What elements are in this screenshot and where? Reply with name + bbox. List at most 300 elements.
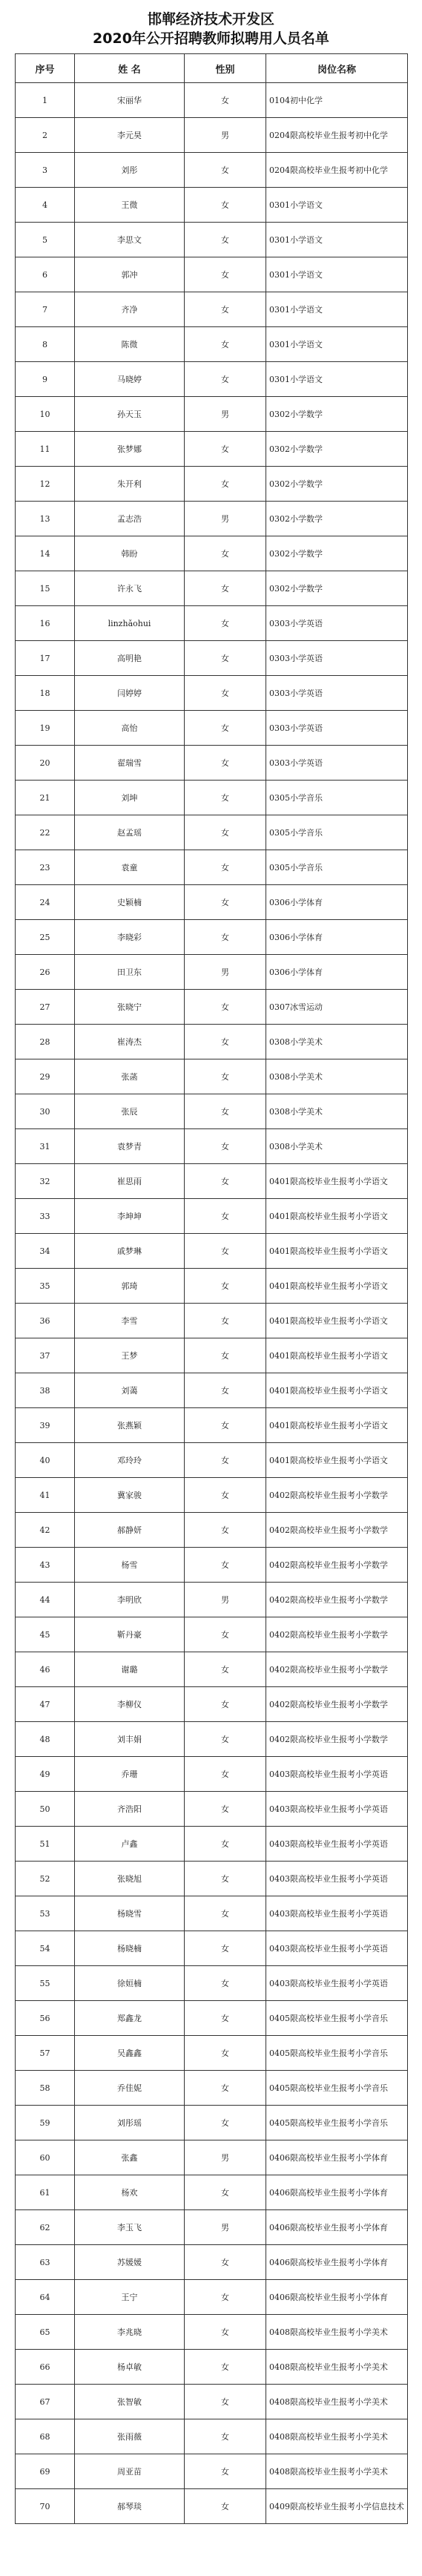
cell-name: 乔珊 [75, 1757, 185, 1792]
cell-name: 郝琴琰 [75, 2489, 185, 2524]
cell-index: 36 [16, 1304, 75, 1338]
table-row [16, 536, 408, 571]
cell-position: 0301小学语文 [266, 257, 408, 292]
table-row [16, 1373, 408, 1408]
cell-gender: 女 [185, 1617, 266, 1652]
cell-gender: 女 [185, 746, 266, 781]
cell-position: 0305小学音乐 [266, 781, 408, 815]
table-row [16, 1931, 408, 1966]
cell-gender: 女 [185, 2106, 266, 2140]
cell-name: 李思文 [75, 223, 185, 257]
cell-position: 0408限高校毕业生报考小学美术 [266, 2315, 408, 2350]
header-name: 姓 名 [75, 54, 185, 83]
cell-position: 0403限高校毕业生报考小学英语 [266, 1827, 408, 1862]
table-row [16, 1478, 408, 1513]
cell-position: 0308小学美术 [266, 1059, 408, 1094]
cell-gender: 女 [185, 1304, 266, 1338]
cell-name: 杨欢 [75, 2175, 185, 2210]
cell-gender: 女 [185, 1025, 266, 1059]
cell-position: 0403限高校毕业生报考小学英语 [266, 1792, 408, 1827]
cell-position: 0303小学英语 [266, 641, 408, 676]
cell-gender: 女 [185, 1722, 266, 1757]
cell-position: 0401限高校毕业生报考小学语文 [266, 1443, 408, 1478]
cell-name: 韩盼 [75, 536, 185, 571]
cell-gender: 女 [185, 2385, 266, 2419]
cell-position: 0403限高校毕业生报考小学英语 [266, 1862, 408, 1896]
table-row [16, 1234, 408, 1269]
cell-position: 0306小学体育 [266, 920, 408, 955]
cell-position: 0409限高校毕业生报考小学信息技术 [266, 2489, 408, 2524]
table-row [16, 781, 408, 815]
cell-gender: 女 [185, 327, 266, 362]
cell-name: 靳丹豪 [75, 1617, 185, 1652]
cell-position: 0406限高校毕业生报考小学体育 [266, 2210, 408, 2245]
cell-gender: 女 [185, 1408, 266, 1443]
cell-name: 郭冲 [75, 257, 185, 292]
cell-index: 11 [16, 432, 75, 467]
cell-index: 66 [16, 2350, 75, 2385]
table-row [16, 1025, 408, 1059]
cell-index: 64 [16, 2280, 75, 2315]
table-row [16, 746, 408, 781]
table-row [16, 292, 408, 327]
cell-position: 0302小学数学 [266, 536, 408, 571]
cell-name: 吴鑫鑫 [75, 2036, 185, 2071]
cell-position: 0303小学英语 [266, 676, 408, 711]
title-line-1: 邯郸经济技术开发区 [147, 11, 274, 27]
cell-gender: 女 [185, 1896, 266, 1931]
cell-name: 王微 [75, 188, 185, 223]
cell-index: 4 [16, 188, 75, 223]
cell-position: 0401限高校毕业生报考小学语文 [266, 1164, 408, 1199]
cell-gender: 女 [185, 2419, 266, 2454]
cell-index: 10 [16, 397, 75, 432]
table-row [16, 2106, 408, 2140]
cell-position: 0402限高校毕业生报考小学数学 [266, 1583, 408, 1617]
cell-gender: 女 [185, 2454, 266, 2489]
cell-name: 周亚苗 [75, 2454, 185, 2489]
cell-position: 0307冰雪运动 [266, 990, 408, 1025]
cell-index: 26 [16, 955, 75, 990]
cell-name: 许永飞 [75, 571, 185, 606]
cell-gender: 男 [185, 397, 266, 432]
cell-position: 0401限高校毕业生报考小学语文 [266, 1338, 408, 1373]
table-row [16, 2350, 408, 2385]
cell-position: 0302小学数学 [266, 502, 408, 536]
cell-gender: 女 [185, 1652, 266, 1687]
cell-position: 0401限高校毕业生报考小学语文 [266, 1408, 408, 1443]
cell-position: 0301小学语文 [266, 362, 408, 397]
table-row [16, 118, 408, 153]
table-row [16, 397, 408, 432]
table-row [16, 815, 408, 850]
cell-name: 谢璐 [75, 1652, 185, 1687]
cell-name: 孟志浩 [75, 502, 185, 536]
cell-name: 郑鑫龙 [75, 2001, 185, 2036]
cell-index: 3 [16, 153, 75, 188]
cell-name: 李雪 [75, 1304, 185, 1338]
cell-gender: 女 [185, 1792, 266, 1827]
cell-gender: 女 [185, 885, 266, 920]
cell-gender: 女 [185, 2315, 266, 2350]
cell-gender: 男 [185, 118, 266, 153]
cell-gender: 女 [185, 2350, 266, 2385]
cell-gender: 女 [185, 1862, 266, 1896]
cell-index: 46 [16, 1652, 75, 1687]
cell-position: 0401限高校毕业生报考小学语文 [266, 1373, 408, 1408]
cell-name: 李晓彩 [75, 920, 185, 955]
header-gender: 性别 [185, 54, 266, 83]
cell-name: 王梦 [75, 1338, 185, 1373]
cell-index: 21 [16, 781, 75, 815]
table-row [16, 2315, 408, 2350]
hiring-list-table [15, 53, 408, 2524]
cell-name: 刘彤 [75, 153, 185, 188]
cell-position: 0403限高校毕业生报考小学英语 [266, 1896, 408, 1931]
cell-gender: 男 [185, 1583, 266, 1617]
cell-position: 0406限高校毕业生报考小学体育 [266, 2140, 408, 2175]
cell-name: 齐净 [75, 292, 185, 327]
table-row [16, 2385, 408, 2419]
table-row [16, 1617, 408, 1652]
cell-index: 7 [16, 292, 75, 327]
cell-name: 李坤坤 [75, 1199, 185, 1234]
table-row [16, 2489, 408, 2524]
table-row [16, 327, 408, 362]
table-row [16, 432, 408, 467]
cell-position: 0408限高校毕业生报考小学美术 [266, 2419, 408, 2454]
cell-index: 65 [16, 2315, 75, 2350]
table-row [16, 2175, 408, 2210]
cell-name: 高明艳 [75, 641, 185, 676]
cell-index: 29 [16, 1059, 75, 1094]
cell-gender: 女 [185, 2280, 266, 2315]
cell-name: 刘丰娟 [75, 1722, 185, 1757]
cell-name: 徐姮楠 [75, 1966, 185, 2001]
cell-name: 刘坤 [75, 781, 185, 815]
cell-index: 41 [16, 1478, 75, 1513]
cell-gender: 女 [185, 571, 266, 606]
cell-gender: 女 [185, 1094, 266, 1129]
cell-index: 12 [16, 467, 75, 502]
cell-index: 51 [16, 1827, 75, 1862]
cell-index: 61 [16, 2175, 75, 2210]
cell-name: 翟瑞雪 [75, 746, 185, 781]
cell-index: 44 [16, 1583, 75, 1617]
cell-gender: 女 [185, 1966, 266, 2001]
table-row [16, 2140, 408, 2175]
cell-index: 8 [16, 327, 75, 362]
cell-position: 0402限高校毕业生报考小学数学 [266, 1687, 408, 1722]
table-row [16, 1862, 408, 1896]
table-row [16, 362, 408, 397]
table-row [16, 1722, 408, 1757]
table-row [16, 885, 408, 920]
table-row [16, 2419, 408, 2454]
cell-index: 68 [16, 2419, 75, 2454]
cell-name: 袁梦青 [75, 1129, 185, 1164]
cell-position: 0408限高校毕业生报考小学美术 [266, 2350, 408, 2385]
cell-index: 53 [16, 1896, 75, 1931]
cell-position: 0104初中化学 [266, 83, 408, 118]
cell-position: 0308小学美术 [266, 1025, 408, 1059]
cell-position: 0303小学英语 [266, 746, 408, 781]
cell-position: 0303小学英语 [266, 711, 408, 746]
table-row [16, 188, 408, 223]
cell-name: 王宁 [75, 2280, 185, 2315]
cell-index: 27 [16, 990, 75, 1025]
table-row [16, 1304, 408, 1338]
cell-gender: 女 [185, 257, 266, 292]
cell-index: 59 [16, 2106, 75, 2140]
cell-position: 0402限高校毕业生报考小学数学 [266, 1513, 408, 1548]
table-row [16, 257, 408, 292]
cell-position: 0402限高校毕业生报考小学数学 [266, 1548, 408, 1583]
cell-gender: 女 [185, 1129, 266, 1164]
table-row [16, 1408, 408, 1443]
cell-name: 李玉飞 [75, 2210, 185, 2245]
cell-name: 邓玲玲 [75, 1443, 185, 1478]
cell-gender: 女 [185, 153, 266, 188]
cell-gender: 女 [185, 1199, 266, 1234]
cell-gender: 女 [185, 711, 266, 746]
cell-position: 0306小学体育 [266, 955, 408, 990]
cell-name: 张晓旭 [75, 1862, 185, 1896]
cell-name: 张菡 [75, 1059, 185, 1094]
cell-position: 0405限高校毕业生报考小学音乐 [266, 2001, 408, 2036]
cell-gender: 女 [185, 1478, 266, 1513]
cell-name: 李兆晓 [75, 2315, 185, 2350]
cell-position: 0402限高校毕业生报考小学数学 [266, 1617, 408, 1652]
cell-gender: 女 [185, 641, 266, 676]
cell-position: 0204限高校毕业生报考初中化学 [266, 153, 408, 188]
cell-name: 孙天玉 [75, 397, 185, 432]
cell-gender: 女 [185, 1234, 266, 1269]
cell-position: 0405限高校毕业生报考小学音乐 [266, 2071, 408, 2106]
cell-position: 0302小学数学 [266, 432, 408, 467]
cell-gender: 女 [185, 920, 266, 955]
cell-index: 60 [16, 2140, 75, 2175]
table-row [16, 1896, 408, 1931]
cell-position: 0401限高校毕业生报考小学语文 [266, 1199, 408, 1234]
cell-gender: 女 [185, 432, 266, 467]
cell-name: 张智敏 [75, 2385, 185, 2419]
cell-position: 0301小学语文 [266, 223, 408, 257]
cell-position: 0403限高校毕业生报考小学英语 [266, 1966, 408, 2001]
cell-name: 杨晓雪 [75, 1896, 185, 1931]
cell-gender: 女 [185, 606, 266, 641]
cell-position: 0302小学数学 [266, 571, 408, 606]
cell-index: 45 [16, 1617, 75, 1652]
cell-index: 63 [16, 2245, 75, 2280]
table-row [16, 2280, 408, 2315]
cell-position: 0405限高校毕业生报考小学音乐 [266, 2106, 408, 2140]
cell-position: 0402限高校毕业生报考小学数学 [266, 1722, 408, 1757]
cell-index: 9 [16, 362, 75, 397]
cell-position: 0301小学语文 [266, 327, 408, 362]
cell-index: 57 [16, 2036, 75, 2071]
table-row [16, 2001, 408, 2036]
table-row [16, 502, 408, 536]
cell-gender: 女 [185, 1827, 266, 1862]
cell-gender: 女 [185, 2071, 266, 2106]
cell-name: 李柳仪 [75, 1687, 185, 1722]
cell-gender: 女 [185, 83, 266, 118]
cell-index: 37 [16, 1338, 75, 1373]
cell-index: 30 [16, 1094, 75, 1129]
header-position: 岗位名称 [266, 54, 408, 83]
cell-index: 19 [16, 711, 75, 746]
cell-gender: 男 [185, 955, 266, 990]
cell-name: 李元昊 [75, 118, 185, 153]
cell-gender: 女 [185, 188, 266, 223]
cell-index: 43 [16, 1548, 75, 1583]
cell-name: 杨晓楠 [75, 1931, 185, 1966]
cell-position: 0406限高校毕业生报考小学体育 [266, 2175, 408, 2210]
cell-index: 22 [16, 815, 75, 850]
cell-gender: 女 [185, 1269, 266, 1304]
table-row [16, 1652, 408, 1687]
table-row [16, 83, 408, 118]
cell-index: 16 [16, 606, 75, 641]
cell-name: 张辰 [75, 1094, 185, 1129]
cell-index: 49 [16, 1757, 75, 1792]
cell-index: 25 [16, 920, 75, 955]
table-row [16, 1129, 408, 1164]
cell-index: 28 [16, 1025, 75, 1059]
cell-gender: 女 [185, 1548, 266, 1583]
cell-gender: 女 [185, 2245, 266, 2280]
cell-position: 0402限高校毕业生报考小学数学 [266, 1478, 408, 1513]
cell-name: 卢鑫 [75, 1827, 185, 1862]
cell-position: 0303小学英语 [266, 606, 408, 641]
cell-index: 13 [16, 502, 75, 536]
table-row [16, 1269, 408, 1304]
table-row [16, 1199, 408, 1234]
table-row [16, 850, 408, 885]
cell-position: 0301小学语文 [266, 188, 408, 223]
cell-index: 1 [16, 83, 75, 118]
cell-gender: 女 [185, 781, 266, 815]
cell-name: 郭琦 [75, 1269, 185, 1304]
cell-index: 47 [16, 1687, 75, 1722]
table-body [16, 83, 408, 2524]
cell-position: 0406限高校毕业生报考小学体育 [266, 2245, 408, 2280]
table-row [16, 2210, 408, 2245]
cell-gender: 女 [185, 1338, 266, 1373]
cell-name: 朱开利 [75, 467, 185, 502]
cell-index: 17 [16, 641, 75, 676]
table-row [16, 1966, 408, 2001]
table-row [16, 1513, 408, 1548]
cell-index: 39 [16, 1408, 75, 1443]
table-row [16, 1548, 408, 1583]
cell-position: 0402限高校毕业生报考小学数学 [266, 1652, 408, 1687]
title-block [15, 4, 407, 53]
cell-name: 陈微 [75, 327, 185, 362]
table-row [16, 641, 408, 676]
cell-gender: 女 [185, 2175, 266, 2210]
cell-position: 0405限高校毕业生报考小学音乐 [266, 2036, 408, 2071]
cell-name: 宋丽华 [75, 83, 185, 118]
cell-position: 0408限高校毕业生报考小学美术 [266, 2454, 408, 2489]
cell-gender: 女 [185, 1373, 266, 1408]
cell-gender: 女 [185, 2001, 266, 2036]
table-row [16, 955, 408, 990]
cell-gender: 女 [185, 850, 266, 885]
cell-name: 刘彤瑶 [75, 2106, 185, 2140]
cell-position: 0403限高校毕业生报考小学英语 [266, 1931, 408, 1966]
cell-index: 69 [16, 2454, 75, 2489]
cell-gender: 女 [185, 1164, 266, 1199]
cell-index: 15 [16, 571, 75, 606]
cell-name: 李明欣 [75, 1583, 185, 1617]
cell-name: 杨雪 [75, 1548, 185, 1583]
cell-position: 0408限高校毕业生报考小学美术 [266, 2385, 408, 2419]
table-row [16, 1094, 408, 1129]
cell-position: 0204限高校毕业生报考初中化学 [266, 118, 408, 153]
cell-name: 史颖楠 [75, 885, 185, 920]
cell-index: 56 [16, 2001, 75, 2036]
table-row [16, 1338, 408, 1373]
cell-index: 5 [16, 223, 75, 257]
cell-gender: 女 [185, 1059, 266, 1094]
cell-position: 0306小学体育 [266, 885, 408, 920]
table-row [16, 2071, 408, 2106]
cell-position: 0301小学语文 [266, 292, 408, 327]
cell-name: 高怡 [75, 711, 185, 746]
table-row [16, 990, 408, 1025]
cell-index: 2 [16, 118, 75, 153]
cell-position: 0403限高校毕业生报考小学英语 [266, 1757, 408, 1792]
cell-index: 58 [16, 2071, 75, 2106]
cell-index: 70 [16, 2489, 75, 2524]
cell-name: 杨卓敏 [75, 2350, 185, 2385]
cell-gender: 女 [185, 815, 266, 850]
cell-index: 54 [16, 1931, 75, 1966]
cell-name: 马晓婷 [75, 362, 185, 397]
cell-index: 50 [16, 1792, 75, 1827]
cell-index: 18 [16, 676, 75, 711]
cell-gender: 女 [185, 990, 266, 1025]
title-line-2: 2020年公开招聘教师拟聘用人员名单 [93, 30, 329, 47]
table-row [16, 1164, 408, 1199]
table-row [16, 1792, 408, 1827]
cell-position: 0401限高校毕业生报考小学语文 [266, 1304, 408, 1338]
cell-gender: 女 [185, 1513, 266, 1548]
cell-gender: 女 [185, 467, 266, 502]
cell-gender: 男 [185, 2210, 266, 2245]
cell-gender: 女 [185, 223, 266, 257]
cell-index: 20 [16, 746, 75, 781]
cell-name: 戚梦琳 [75, 1234, 185, 1269]
cell-gender: 女 [185, 1443, 266, 1478]
cell-index: 55 [16, 1966, 75, 2001]
cell-name: 田卫东 [75, 955, 185, 990]
table-row [16, 2454, 408, 2489]
table-row [16, 1059, 408, 1094]
cell-gender: 男 [185, 502, 266, 536]
table-row [16, 1583, 408, 1617]
table-row [16, 1687, 408, 1722]
cell-position: 0401限高校毕业生报考小学语文 [266, 1234, 408, 1269]
cell-position: 0302小学数学 [266, 467, 408, 502]
cell-name: 张晓宁 [75, 990, 185, 1025]
cell-name: 袁童 [75, 850, 185, 885]
table-row [16, 1443, 408, 1478]
cell-name: 赵孟瑶 [75, 815, 185, 850]
table-row [16, 2245, 408, 2280]
